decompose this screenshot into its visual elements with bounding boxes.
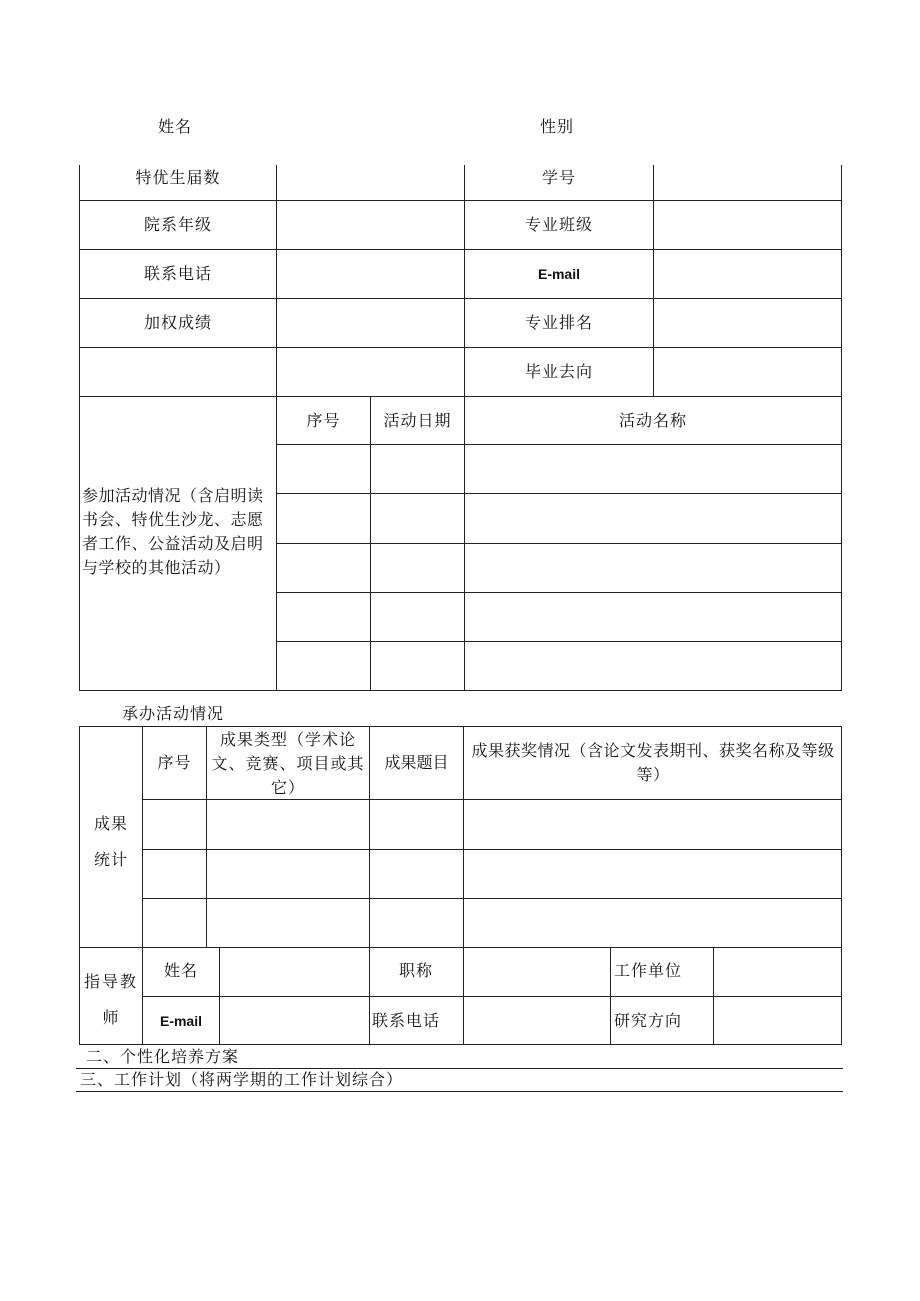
- activities-section-label: 参加活动情况（含启明读书会、特优生沙龙、志愿者工作、公益活动及启明与学校的其他活动）: [82, 486, 264, 577]
- session-value[interactable]: [277, 166, 464, 200]
- achievements-header-title: 成果题目: [384, 753, 449, 772]
- activity-row[interactable]: [277, 642, 841, 690]
- info-table-left-border: [79, 165, 80, 691]
- achievement-row[interactable]: [143, 899, 841, 947]
- advisor-unit-label: 工作单位: [614, 961, 683, 980]
- advisor-unit-value[interactable]: [714, 948, 841, 996]
- department-grade-label: 院系年级: [143, 215, 212, 234]
- achievement-row[interactable]: [143, 800, 841, 849]
- achievements-top-line: [79, 726, 842, 727]
- major-rank-value[interactable]: [654, 299, 841, 347]
- section-three-heading: 三、工作计划（将两学期的工作计划综合）: [80, 1070, 404, 1089]
- department-grade-value[interactable]: [277, 201, 464, 249]
- achievements-right-border: [841, 726, 842, 1045]
- student-id-value[interactable]: [654, 166, 841, 200]
- advisor-phone-label: 联系电话: [372, 1011, 441, 1030]
- advisor-section-label-line1: 指导教: [83, 972, 138, 991]
- hosted-activities-label: 承办活动情况: [122, 704, 225, 723]
- activity-row[interactable]: [277, 445, 841, 493]
- student-id-label: 学号: [541, 168, 576, 187]
- achievements-header-index: 序号: [157, 753, 192, 772]
- graduation-destination-value[interactable]: [654, 348, 841, 396]
- session-label: 特优生届数: [135, 168, 221, 187]
- activities-header-name: 活动名称: [618, 411, 687, 430]
- info-row-line: [79, 396, 842, 397]
- weighted-score-label: 加权成绩: [143, 313, 212, 332]
- phone-label: 联系电话: [143, 264, 212, 283]
- major-class-label: 专业班级: [524, 215, 593, 234]
- name-label: 姓名: [158, 117, 193, 136]
- advisor-email-label: E-mail: [159, 1013, 202, 1029]
- achievements-left-border: [79, 726, 80, 1045]
- activity-row[interactable]: [277, 544, 841, 592]
- achievements-section-label-line1: 成果: [93, 814, 128, 833]
- advisor-phone-value[interactable]: [464, 997, 610, 1044]
- section-two-heading: 二、个性化培养方案: [86, 1047, 240, 1066]
- activities-bottom-line: [79, 690, 842, 691]
- weighted-score-value[interactable]: [277, 299, 464, 347]
- advisor-research-label: 研究方向: [614, 1011, 683, 1030]
- achievements-section-label-line2: 统计: [93, 850, 128, 869]
- advisor-name-label: 姓名: [163, 961, 198, 980]
- section-three-rule: [76, 1091, 843, 1092]
- major-rank-label: 专业排名: [524, 313, 593, 332]
- phone-value[interactable]: [277, 250, 464, 298]
- achievement-row[interactable]: [143, 850, 841, 898]
- activity-row[interactable]: [277, 593, 841, 641]
- graduation-destination-label: 毕业去向: [524, 362, 593, 381]
- gender-label: 性别: [540, 117, 575, 136]
- advisor-email-value[interactable]: [220, 997, 369, 1044]
- advisor-section-label-line2: 师: [102, 1008, 120, 1027]
- info-table-right-border: [841, 165, 842, 691]
- advisor-title-label: 职称: [399, 961, 434, 980]
- major-class-value[interactable]: [654, 201, 841, 249]
- achievements-header-awards: 成果获奖情况（含论文发表期刊、获奖名称及等级等）: [471, 741, 835, 784]
- activities-header-index: 序号: [306, 411, 341, 430]
- blank-value[interactable]: [277, 348, 464, 396]
- achievements-header-type: 成果类型（学术论文、竞赛、项目或其它）: [211, 730, 365, 797]
- advisor-name-value[interactable]: [220, 948, 369, 996]
- activities-header-date: 活动日期: [383, 411, 452, 430]
- activity-row[interactable]: [277, 494, 841, 543]
- email-label: E-mail: [537, 266, 580, 282]
- advisor-title-value[interactable]: [464, 948, 610, 996]
- advisor-research-value[interactable]: [714, 997, 841, 1044]
- email-value[interactable]: [654, 250, 841, 298]
